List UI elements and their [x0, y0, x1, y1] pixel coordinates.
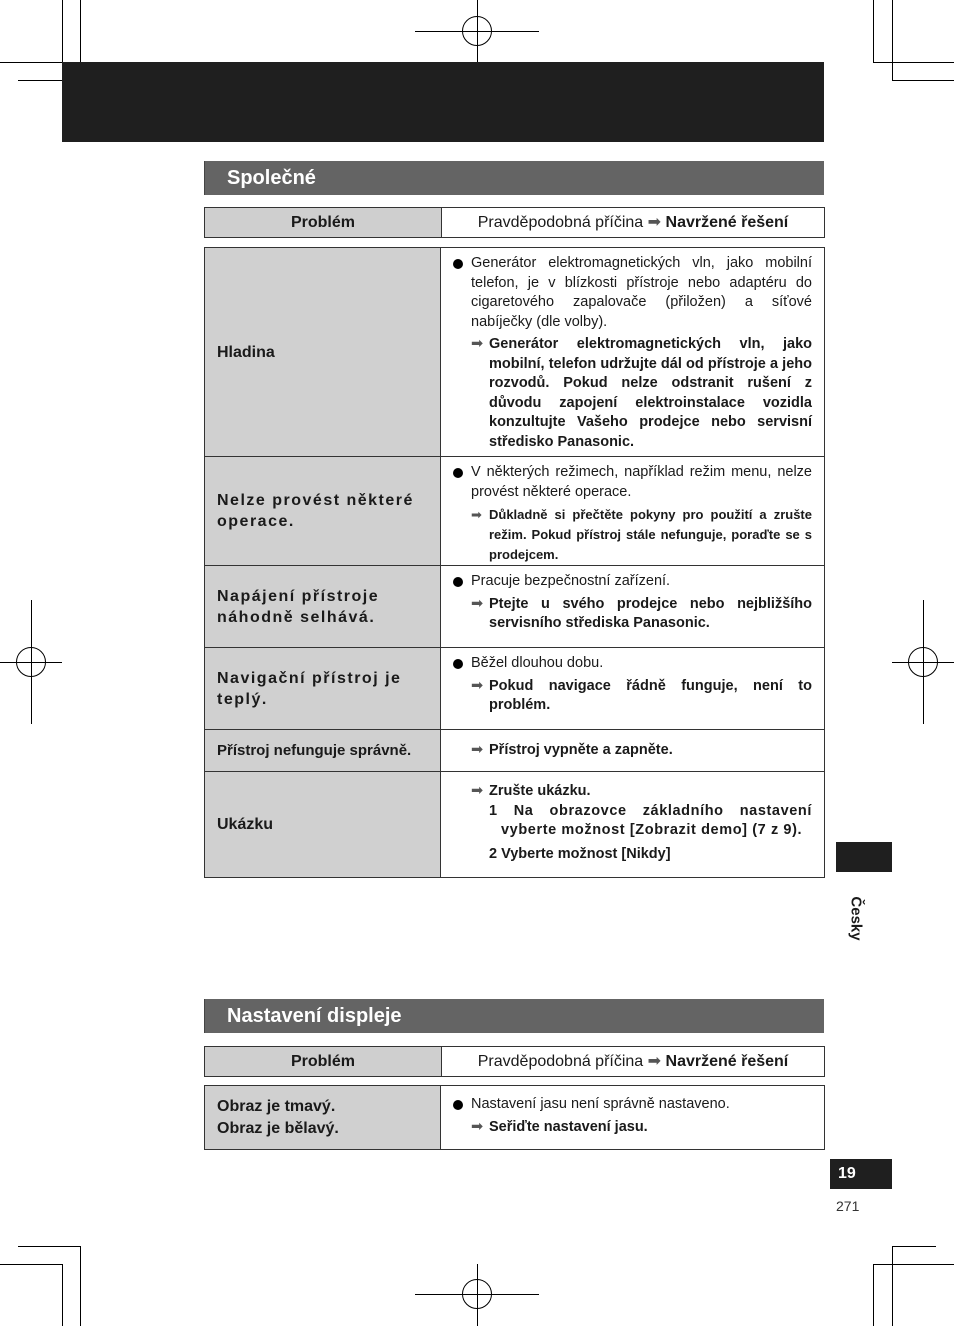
arrow-right-icon: ➡: [471, 507, 482, 522]
problem-cell: Přístroj nefunguje správně.: [205, 730, 441, 771]
table-row: [205, 456, 824, 565]
header-cause: Pravděpodobná příčina: [477, 1053, 644, 1070]
problem-cell: Navigační přístroj je teplý.: [205, 648, 441, 729]
table-row: [205, 248, 824, 456]
header-solution: Navržené řešení: [665, 1053, 789, 1070]
arrow-right-icon: ➡: [471, 336, 484, 352]
header-problem: Problém: [205, 208, 442, 237]
problem-line: Obraz je tmavý.: [217, 1098, 336, 1115]
section-title-nastaveni-displeje: Nastavení displeje: [204, 999, 824, 1033]
fix-text: ➡ Důkladně si přečtěte pokyny pro použití a zrušte režim. Pokud přístroj stále nefunguje, poraďte se s prodejcem.: [471, 507, 812, 562]
problem-cell: [205, 1086, 441, 1149]
problem-cell: Ukázku: [205, 772, 441, 877]
solution-cell: [441, 248, 824, 456]
problem-cell: Nelze provést některé operace.: [205, 457, 441, 565]
language-label: Česky: [847, 896, 865, 941]
bullet-icon: [453, 659, 463, 669]
problem-cell: Napájení přístroje náhodně selhává.: [205, 566, 441, 647]
bullet-icon: [453, 1100, 463, 1110]
fix-text: ➡ Seřiďte nastavení jasu.: [453, 1118, 812, 1138]
solution-cell: [441, 772, 824, 877]
step-1: 1 Na obrazovce základního nastavení vyberte možnost [Zobrazit demo] (7 z 9).: [489, 802, 812, 838]
fix-text: ➡ Ptejte u svého prodejce nebo nejbližšího servisního střediska Panasonic.: [471, 595, 812, 631]
header-cause-solution: [442, 1047, 824, 1076]
chapter-number: 19: [830, 1159, 892, 1189]
arrow-right-icon: ➡: [471, 741, 484, 758]
problem-cell: Hladina: [205, 248, 441, 456]
table-row: [205, 647, 824, 729]
fix-text: ➡ Přístroj vypněte a zapněte.: [453, 741, 673, 761]
table-header: [204, 207, 825, 238]
troubleshooting-table-displej: [204, 1085, 825, 1150]
bullet-icon: [453, 577, 463, 587]
cause-text: Nastavení jasu není správně nastaveno.: [453, 1095, 812, 1115]
bullet-icon: [453, 259, 463, 269]
step-2: 2 Vyberte možnost [Nikdy]: [489, 845, 671, 862]
fix-text: ➡ Zrušte ukázku.: [453, 782, 812, 802]
fix-text: ➡ Generátor elektromagnetických vln, jako mobilní, telefon udržujte dál od přístroje a jeho rozvodů. Pokud nelze odstranit rušení z důvodu zapojení elektroinstalace vozidla konzultujte Vašeho prodejce nebo servisní středisko Panasonic.: [471, 336, 812, 450]
cause-text: V některých režimech, například režim menu, nelze provést některé operace.: [453, 463, 812, 502]
problem-line: Obraz je bělavý.: [217, 1120, 339, 1137]
arrow-right-icon: ➡: [647, 214, 662, 231]
solution-cell: [441, 730, 824, 771]
header-cause-solution: [442, 208, 824, 237]
header-problem: Problém: [205, 1047, 442, 1076]
solution-cell: [441, 1086, 824, 1149]
cause-text: Běžel dlouhou dobu.: [453, 654, 812, 674]
table-row: [205, 1086, 824, 1149]
table-row: [205, 771, 824, 877]
solution-cell: [441, 566, 824, 647]
table-header: [204, 1046, 825, 1077]
cause-text: Pracuje bezpečnostní zařízení.: [453, 572, 812, 592]
fix-text: ➡ Pokud navigace řádně funguje, není to problém.: [471, 677, 812, 713]
arrow-right-icon: ➡: [471, 595, 484, 612]
arrow-right-icon: ➡: [471, 1118, 484, 1135]
table-row: [205, 729, 824, 771]
header-band: [62, 62, 824, 142]
troubleshooting-table-spolecne: [204, 247, 825, 878]
bullet-icon: [453, 468, 463, 478]
arrow-right-icon: ➡: [471, 783, 484, 799]
cause-text: Generátor elektromagnetických vln, jako mobilní telefon, je v blízkosti přístroje nebo adaptéru do cigaretového zapalovače (přiložen) a síťové nabíječky (dle volby).: [453, 254, 812, 332]
solution-cell: [441, 457, 824, 565]
section-title-spolecne: Společné: [204, 161, 824, 195]
arrow-right-icon: ➡: [647, 1053, 662, 1070]
table-row: [205, 565, 824, 647]
solution-cell: [441, 648, 824, 729]
arrow-right-icon: ➡: [471, 677, 484, 694]
header-solution: Navržené řešení: [665, 214, 789, 231]
language-tab: [836, 842, 892, 872]
header-cause: Pravděpodobná příčina: [477, 214, 644, 231]
page-number: 271: [836, 1198, 860, 1214]
